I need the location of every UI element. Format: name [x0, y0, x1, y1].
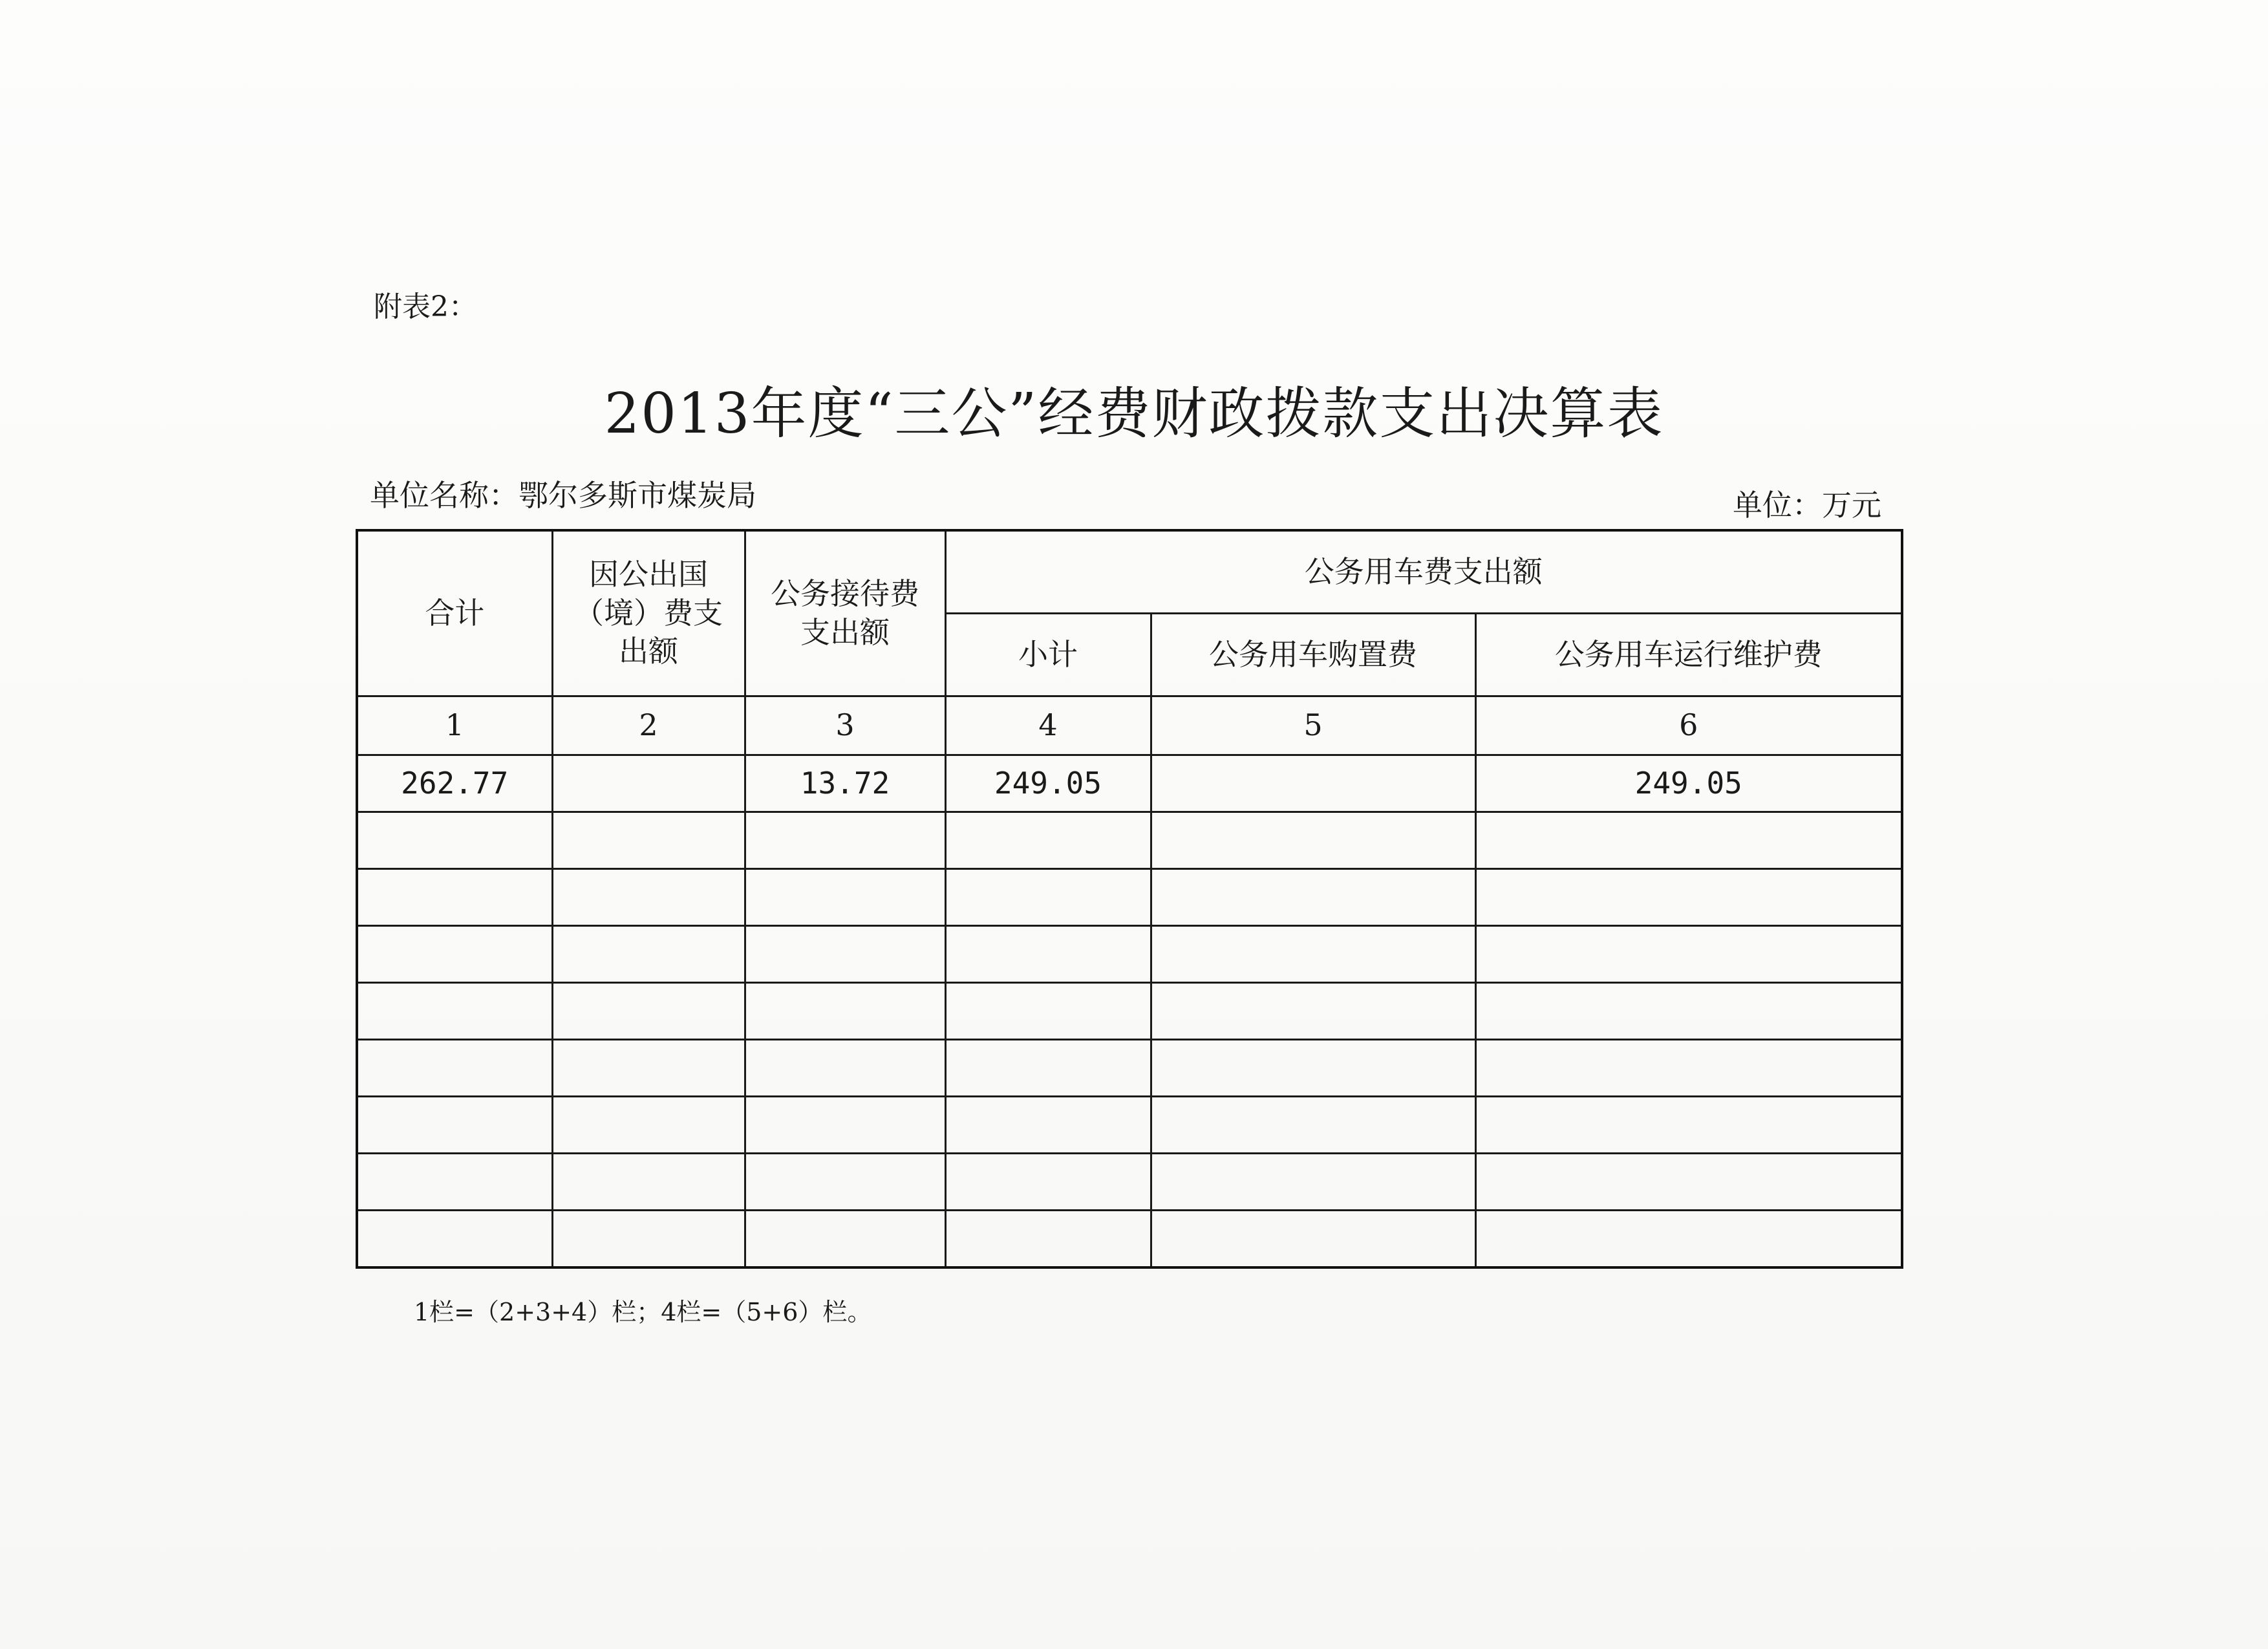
empty-row: [357, 1211, 1902, 1268]
empty-row: [357, 869, 1902, 926]
header-reception: 公务接待费支出额: [745, 530, 945, 696]
column-number: 1: [357, 696, 552, 755]
empty-row: [357, 983, 1902, 1040]
cell-overseas: [552, 755, 745, 812]
expenditure-table: [356, 529, 1903, 1269]
footnote: 1栏=（2+3+4）栏；4栏=（5+6）栏。: [414, 1298, 872, 1326]
header-vehicle-purchase: 公务用车购置费: [1151, 614, 1475, 696]
header-vehicle-group: 公务用车费支出额: [945, 530, 1902, 614]
cell-vehicle-purchase: [1151, 755, 1475, 812]
unit-name: 单位名称：鄂尔多斯市煤炭局: [370, 478, 756, 513]
empty-row: [357, 1154, 1902, 1211]
empty-row: [357, 926, 1902, 983]
empty-row: [357, 1097, 1902, 1154]
header-subtotal: 小计: [945, 614, 1151, 696]
document-title: 2013年度“三公”经费财政拨款支出决算表: [604, 382, 1664, 446]
cell-vehicle-operation: 249.05: [1475, 755, 1902, 812]
cell-subtotal: 249.05: [945, 755, 1151, 812]
currency-unit: 单位：万元: [1733, 488, 1881, 523]
attachment-label: 附表2：: [374, 290, 477, 323]
column-number-row: [357, 696, 1902, 755]
column-number: 5: [1151, 696, 1475, 755]
column-number: 4: [945, 696, 1151, 755]
header-overseas: 因公出国（境）费支出额: [552, 530, 745, 696]
empty-row: [357, 812, 1902, 869]
table-row: [357, 755, 1902, 812]
header-total: 合计: [357, 530, 552, 696]
empty-row: [357, 1040, 1902, 1097]
header-vehicle-operation: 公务用车运行维护费: [1475, 614, 1902, 696]
column-number: 3: [745, 696, 945, 755]
cell-reception: 13.72: [745, 755, 945, 812]
cell-total: 262.77: [357, 755, 552, 812]
column-number: 6: [1475, 696, 1902, 755]
column-number: 2: [552, 696, 745, 755]
